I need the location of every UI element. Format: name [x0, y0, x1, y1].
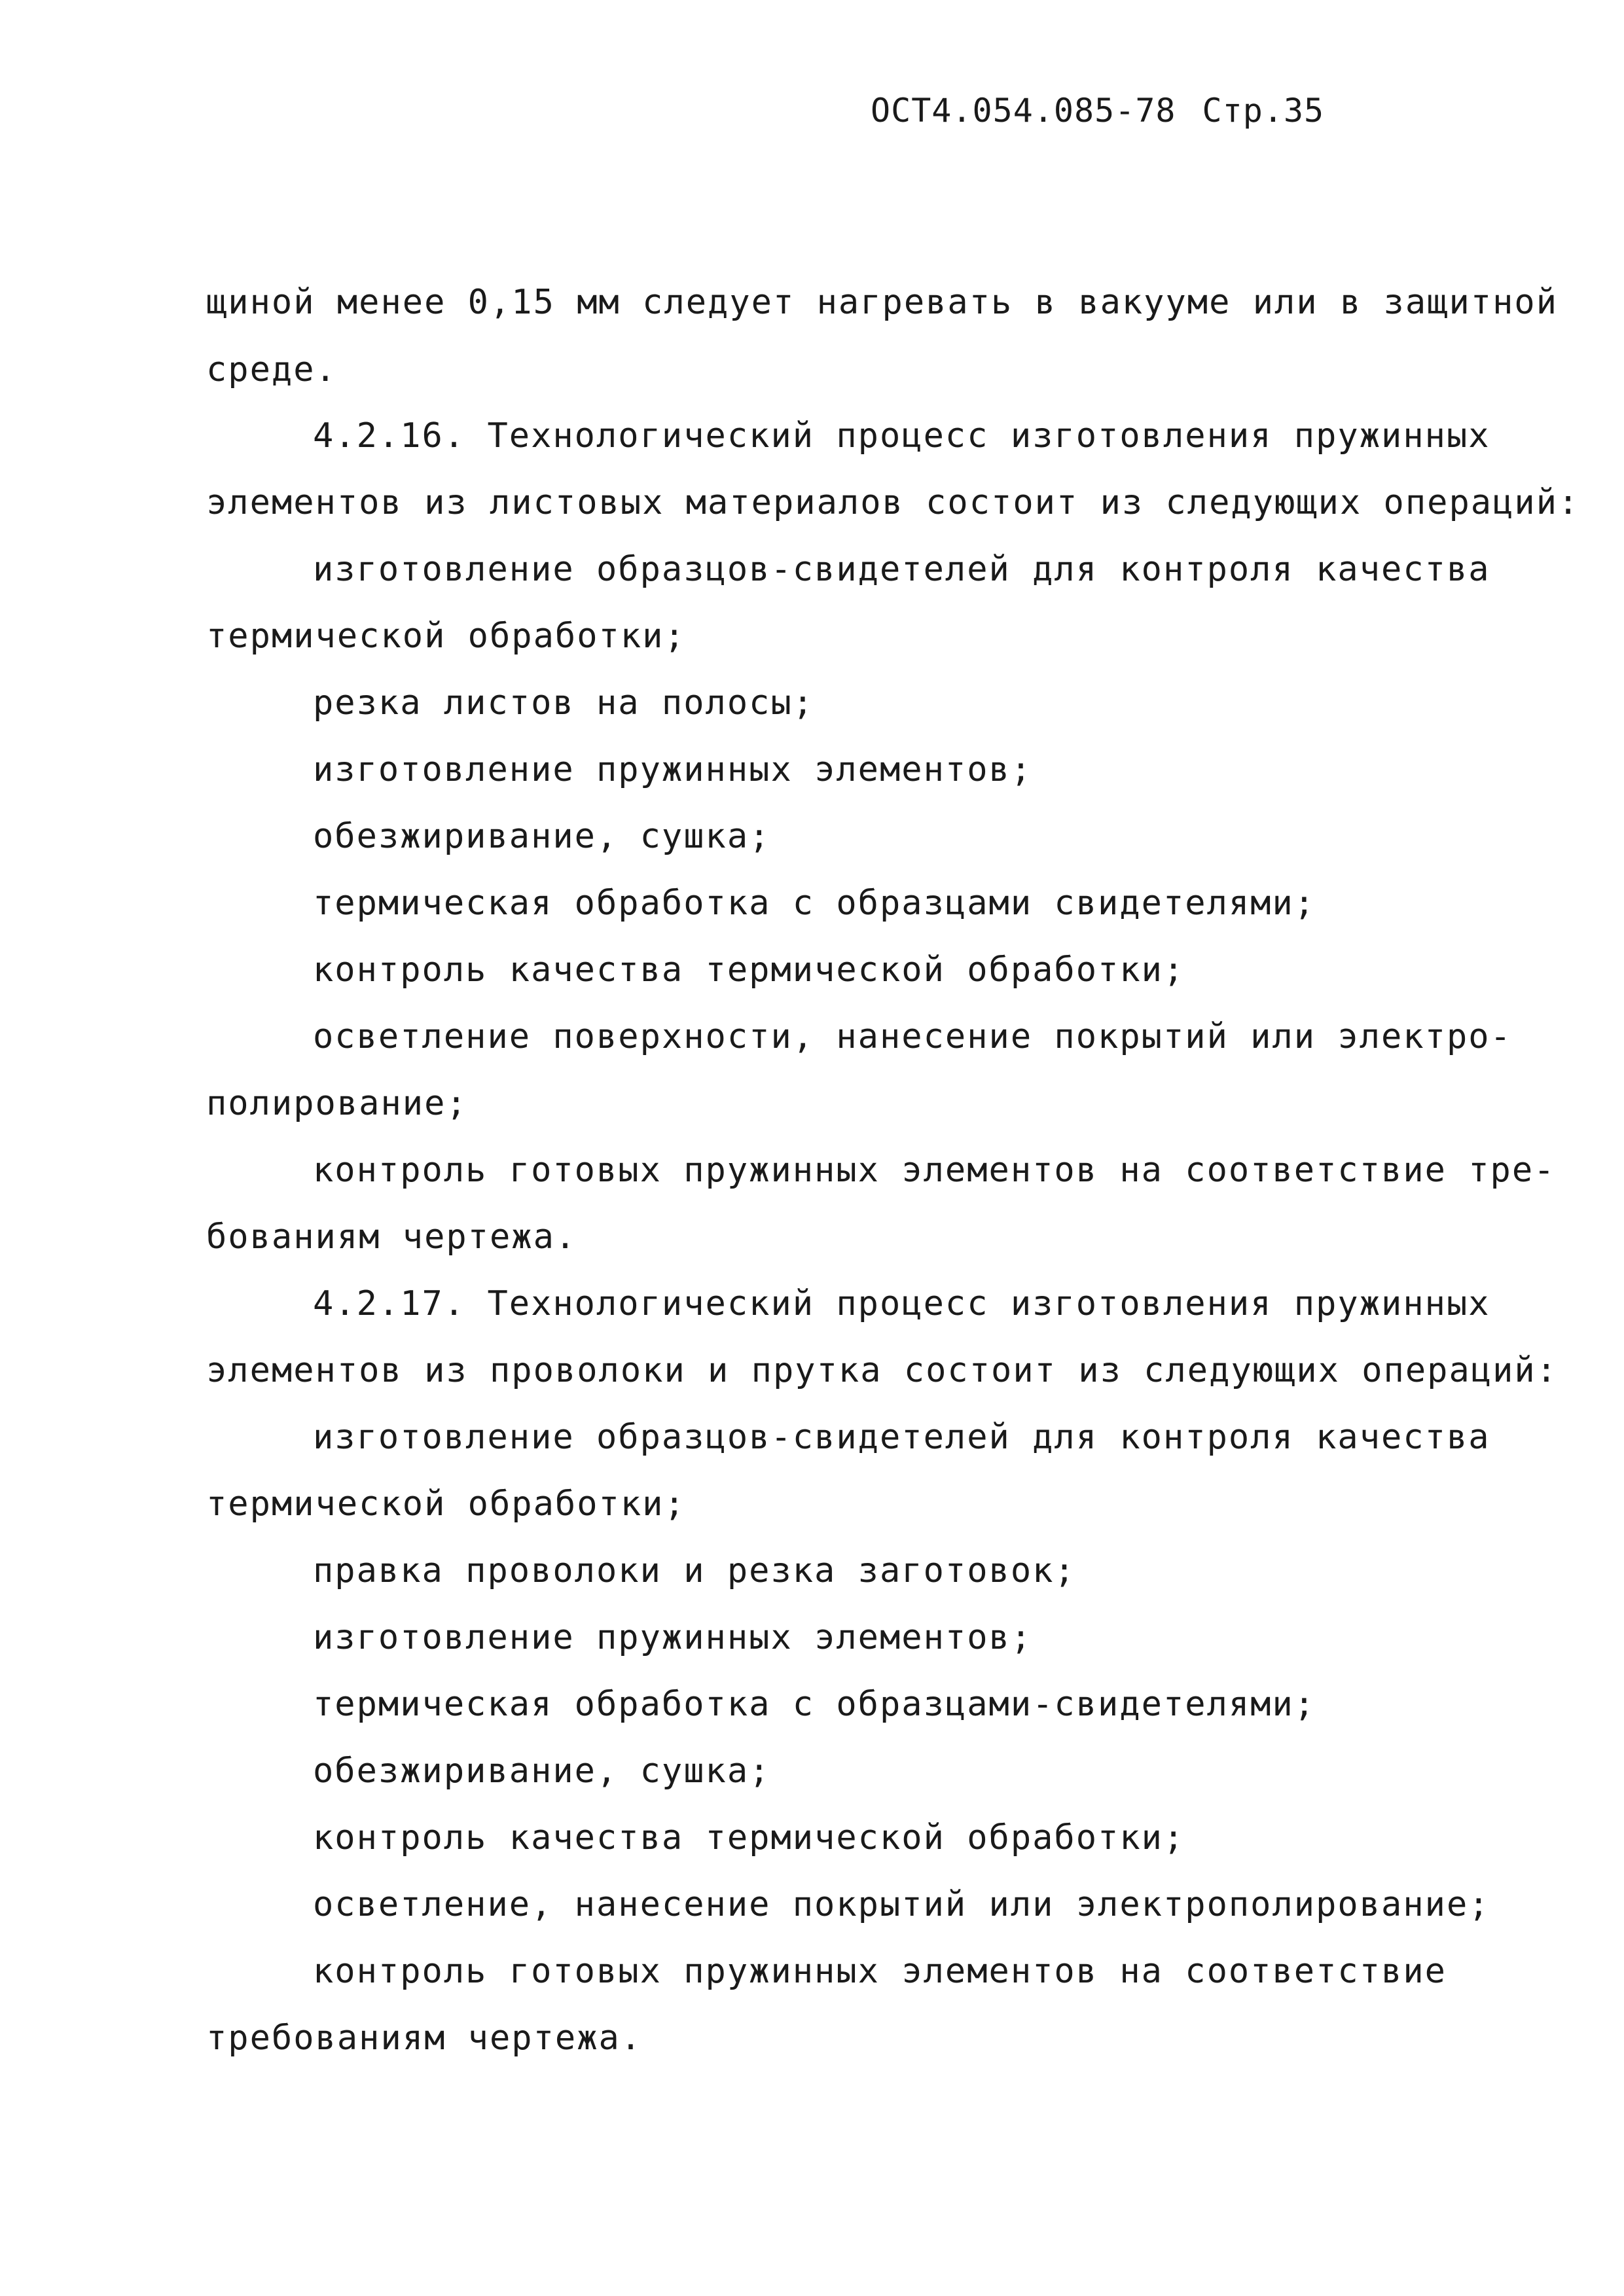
- list-item: осветление поверхности, нанесение покрытий или электро-: [313, 1017, 1512, 1056]
- document-code: ОСТ4.054.085-78: [871, 92, 1176, 130]
- section-heading-4-2-17: 4.2.17. Технологический процесс изготовления пружинных: [313, 1284, 1490, 1323]
- list-item: контроль готовых пружинных элементов на соответствие: [313, 1952, 1447, 1991]
- list-item: контроль качества термической обработки;: [313, 1818, 1185, 1857]
- list-item: изготовление пружинных элементов;: [313, 1618, 1033, 1657]
- page-header: [871, 92, 1324, 130]
- text-line: щиной менее 0,15 мм следует нагревать в вакууме или в защитной: [206, 283, 1559, 322]
- list-item: изготовление пружинных элементов;: [313, 750, 1033, 789]
- list-item: изготовление образцов-свидетелей для контроля качества: [313, 550, 1490, 589]
- section-heading-4-2-16: 4.2.16. Технологический процесс изготовления пружинных: [313, 416, 1490, 456]
- list-item-continuation: бованиям чертежа.: [206, 1217, 577, 1257]
- list-item: резка листов на полосы;: [313, 683, 815, 723]
- text-line: элементов из проволоки и прутка состоит из следующих операций:: [206, 1351, 1559, 1390]
- list-item: обезжиривание, сушка;: [313, 1751, 771, 1791]
- list-item-continuation: термической обработки;: [206, 617, 686, 656]
- list-item: контроль готовых пружинных элементов на соответствие тре-: [313, 1151, 1556, 1190]
- list-item: правка проволоки и резка заготовок;: [313, 1551, 1076, 1590]
- page-number: Стр.35: [1202, 92, 1325, 130]
- list-item: контроль качества термической обработки;: [313, 950, 1185, 990]
- list-item-continuation: требованиям чертежа.: [206, 2018, 643, 2058]
- text-line: элементов из листовых материалов состоит из следующих операций:: [206, 483, 1580, 522]
- list-item: термическая обработка с образцами свидетелями;: [313, 884, 1316, 923]
- list-item: осветление, нанесение покрытий или электрополирование;: [313, 1885, 1490, 1924]
- list-item-continuation: полирование;: [206, 1084, 468, 1123]
- list-item: изготовление образцов-свидетелей для контроля качества: [313, 1418, 1490, 1457]
- list-item: термическая обработка с образцами-свидетелями;: [313, 1685, 1316, 1724]
- text-line: среде.: [206, 350, 337, 389]
- list-item: обезжиривание, сушка;: [313, 817, 771, 856]
- list-item-continuation: термической обработки;: [206, 1484, 686, 1524]
